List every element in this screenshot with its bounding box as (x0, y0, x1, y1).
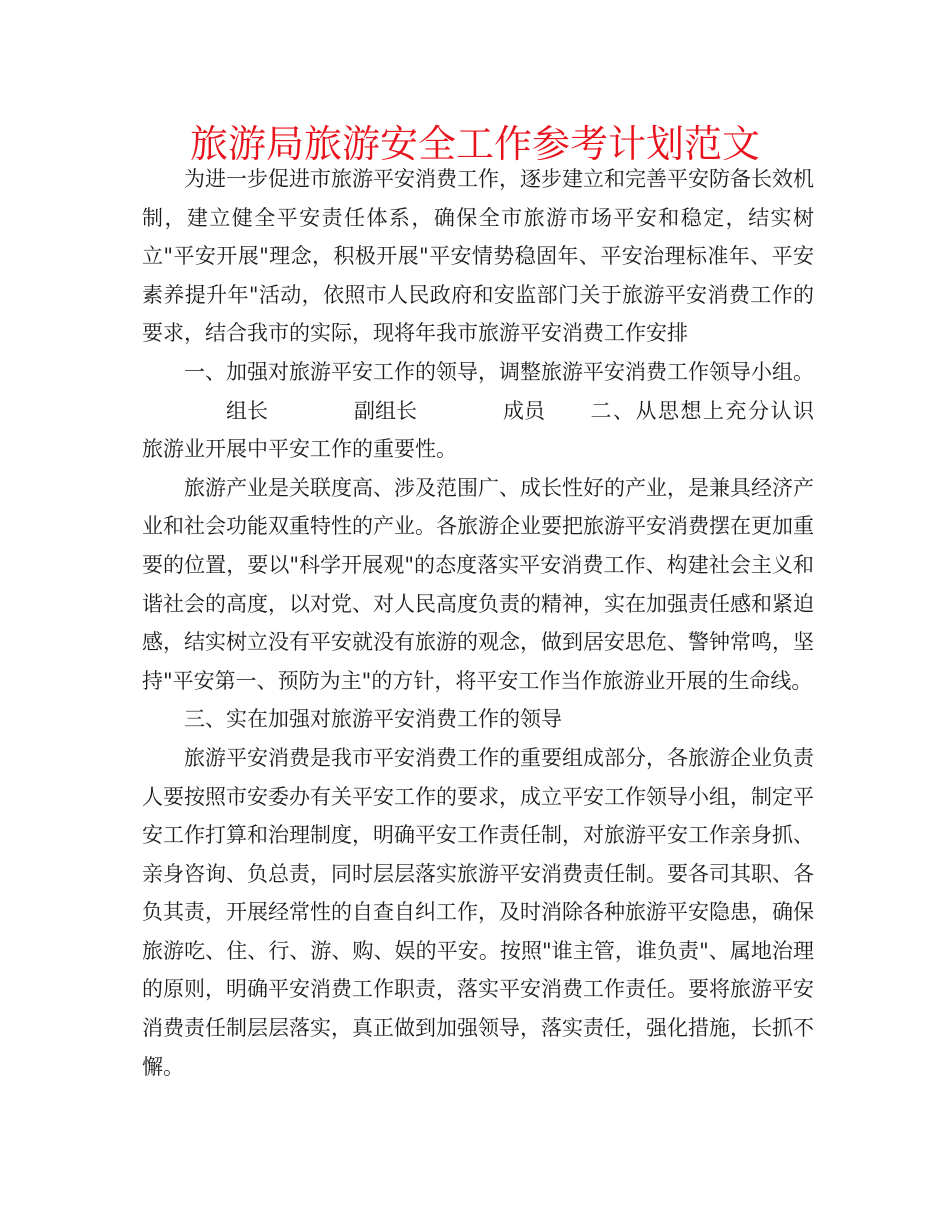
paragraph-section-1: 一、加强对旅游平安工作的领导，调整旅游平安消费工作领导小组。 (184, 359, 814, 384)
role-deputy: 副组长 (354, 398, 417, 423)
role-leader: 组长 (226, 398, 268, 423)
paragraph-section-2: 二、从思想上充分认识旅游业开展中平安工作的重要性。 (142, 398, 814, 462)
paragraph-industry: 旅游产业是关联度高、涉及范围广、成长性好的产业，是兼具经济产业和社会功能双重特性的产业。各旅游企业要把旅游平安消费摆在更加重要的位置，要以"科学开展观"的态度落实平安消费工作、构建社会主义和谐社会的高度，以对党、对人民高度负责的精神，实在加强责任感和紧迫感，结实树立没有平安就没有旅游的观念，做到居安思危、警钟常鸣，坚持"平安第一、预防为主"的方针，将平安工作当作旅游业开展的生命线。 (142, 475, 814, 693)
role-member: 成员 (503, 398, 545, 423)
paragraph-roles (142, 392, 814, 469)
paragraph-intro: 为进一步促进市旅游平安消费工作，逐步建立和完善平安防备长效机制，建立健全平安责任体系，确保全市旅游市场平安和稳定，结实树立"平安开展"理念，积极开展"平安情势稳固年、平安治理标准年、平安素养提升年"活动，依照市人民政府和安监部门关于旅游平安消费工作的要求，结合我市的实际，现将年我市旅游平安消费工作安排 (142, 167, 814, 346)
document-body (142, 160, 814, 1086)
paragraph-section-3: 三、实在加强对旅游平安消费工作的领导 (184, 707, 562, 732)
paragraph-responsibility: 旅游平安消费是我市平安消费工作的重要组成部分，各旅游企业负责人要按照市安委办有关平安工作的要求，成立平安工作领导小组，制定平安工作打算和治理制度，明确平安工作责任制，对旅游平安工作亲身抓、亲身咨询、负总责，同时层层落实旅游平安消费责任制。要各司其职、各负其责，开展经常性的自查自纠工作，及时消除各种旅游平安隐患，确保旅游吃、住、行、游、购、娱的平安。按照"谁主管，谁负责"、属地治理的原则，明确平安消费工作职责，落实平安消费工作责任。要将旅游平安消费责任制层层落实，真正做到加强领导，落实责任，强化措施，长抓不懈。 (142, 745, 814, 1079)
document-title: 旅游局旅游安全工作参考计划范文 (189, 122, 760, 166)
